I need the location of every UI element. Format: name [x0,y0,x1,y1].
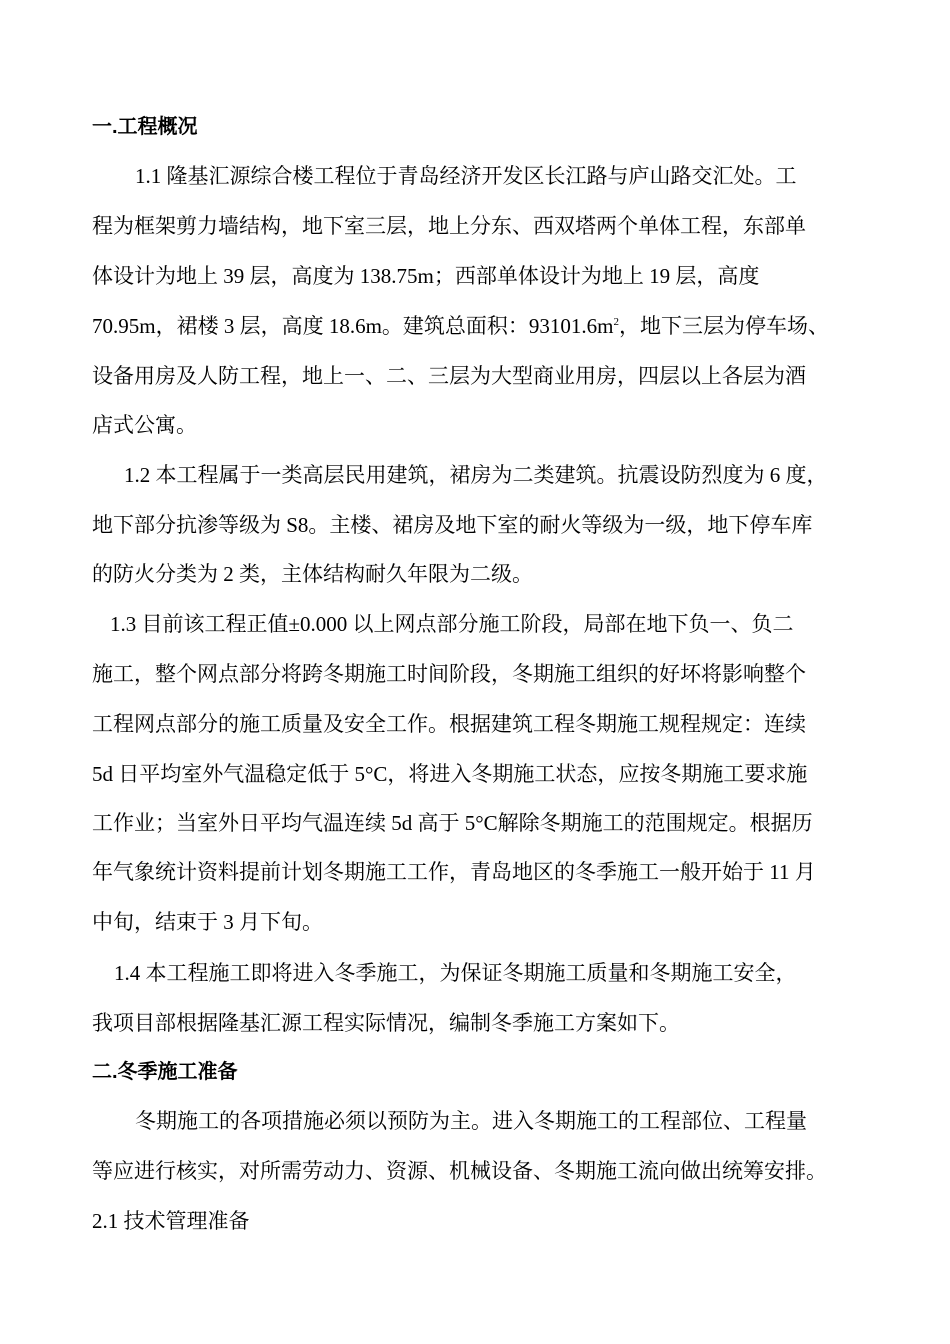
paragraph-1-1-line-4 [92,316,829,337]
area-unit-superscript: 2 [613,316,620,328]
paragraph-1-1-line-4-text-b: ，地下三层为停车场、 [619,314,830,338]
section-heading-1: 一.工程概况 [92,116,198,138]
paragraph-1-2-line-3: 的防火分类为 2 类，主体结构耐久年限为二级。 [92,562,533,586]
paragraph-1-3-line-6: 年气象统计资料提前计划冬期施工工作，青岛地区的冬季施工一般开始于 11 月 [92,860,816,884]
paragraph-1-3-line-5: 工作业；当室外日平均气温连续 5d 高于 5°C解除冬期施工的范围规定。根据历 [92,811,813,835]
paragraph-1-1-line-6: 店式公寓。 [92,413,197,437]
paragraph-1-1-line-1: 1.1 隆基汇源综合楼工程位于青岛经济开发区长江路与庐山路交汇处。工 [135,164,797,188]
paragraph-1-1-line-5: 设备用房及人防工程，地上一、二、三层为大型商业用房，四层以上各层为酒 [92,364,806,388]
paragraph-1-1-line-4-text-a: 70.95m，裙楼 3 层，高度 18.6m。建筑总面积：93101.6m [92,314,614,338]
paragraph-1-2-line-2: 地下部分抗渗等级为 S8。主楼、裙房及地下室的耐火等级为一级，地下停车库 [92,513,813,537]
paragraph-1-3-line-4: 5d 日平均室外气温稳定低于 5°C，将进入冬期施工状态，应按冬期施工要求施 [92,762,808,786]
paragraph-2-0-line-2: 等应进行核实，对所需劳动力、资源、机械设备、冬期施工流向做出统筹安排。 [92,1159,827,1183]
paragraph-1-3-line-7: 中旬，结束于 3 月下旬。 [92,910,323,934]
paragraph-1-1-line-2: 程为框架剪力墙结构，地下室三层，地上分东、西双塔两个单体工程，东部单 [92,214,806,238]
paragraph-1-4-line-1: 1.4 本工程施工即将进入冬季施工，为保证冬期施工质量和冬期施工安全， [114,961,797,985]
paragraph-1-3-line-3: 工程网点部分的施工质量及安全工作。根据建筑工程冬期施工规程规定：连续 [92,712,806,736]
section-heading-2: 二.冬季施工准备 [92,1061,238,1083]
paragraph-1-3-line-2: 施工，整个网点部分将跨冬期施工时间阶段，冬期施工组织的好坏将影响整个 [92,662,806,686]
paragraph-1-1-line-3: 体设计为地上 39 层，高度为 138.75m；西部单体设计为地上 19 层，高度 [92,264,760,288]
paragraph-1-4-line-2: 我项目部根据隆基汇源工程实际情况，编制冬季施工方案如下。 [92,1011,680,1035]
subheading-2-1: 2.1 技术管理准备 [92,1209,250,1233]
paragraph-2-0-line-1: 冬期施工的各项措施必须以预防为主。进入冬期施工的工程部位、工程量 [135,1109,807,1133]
paragraph-1-3-line-1: 1.3 目前该工程正值±0.000 以上网点部分施工阶段，局部在地下负一、负二 [110,612,794,636]
paragraph-1-2-line-1: 1.2 本工程属于一类高层民用建筑，裙房为二类建筑。抗震设防烈度为 6 度， [124,463,828,487]
